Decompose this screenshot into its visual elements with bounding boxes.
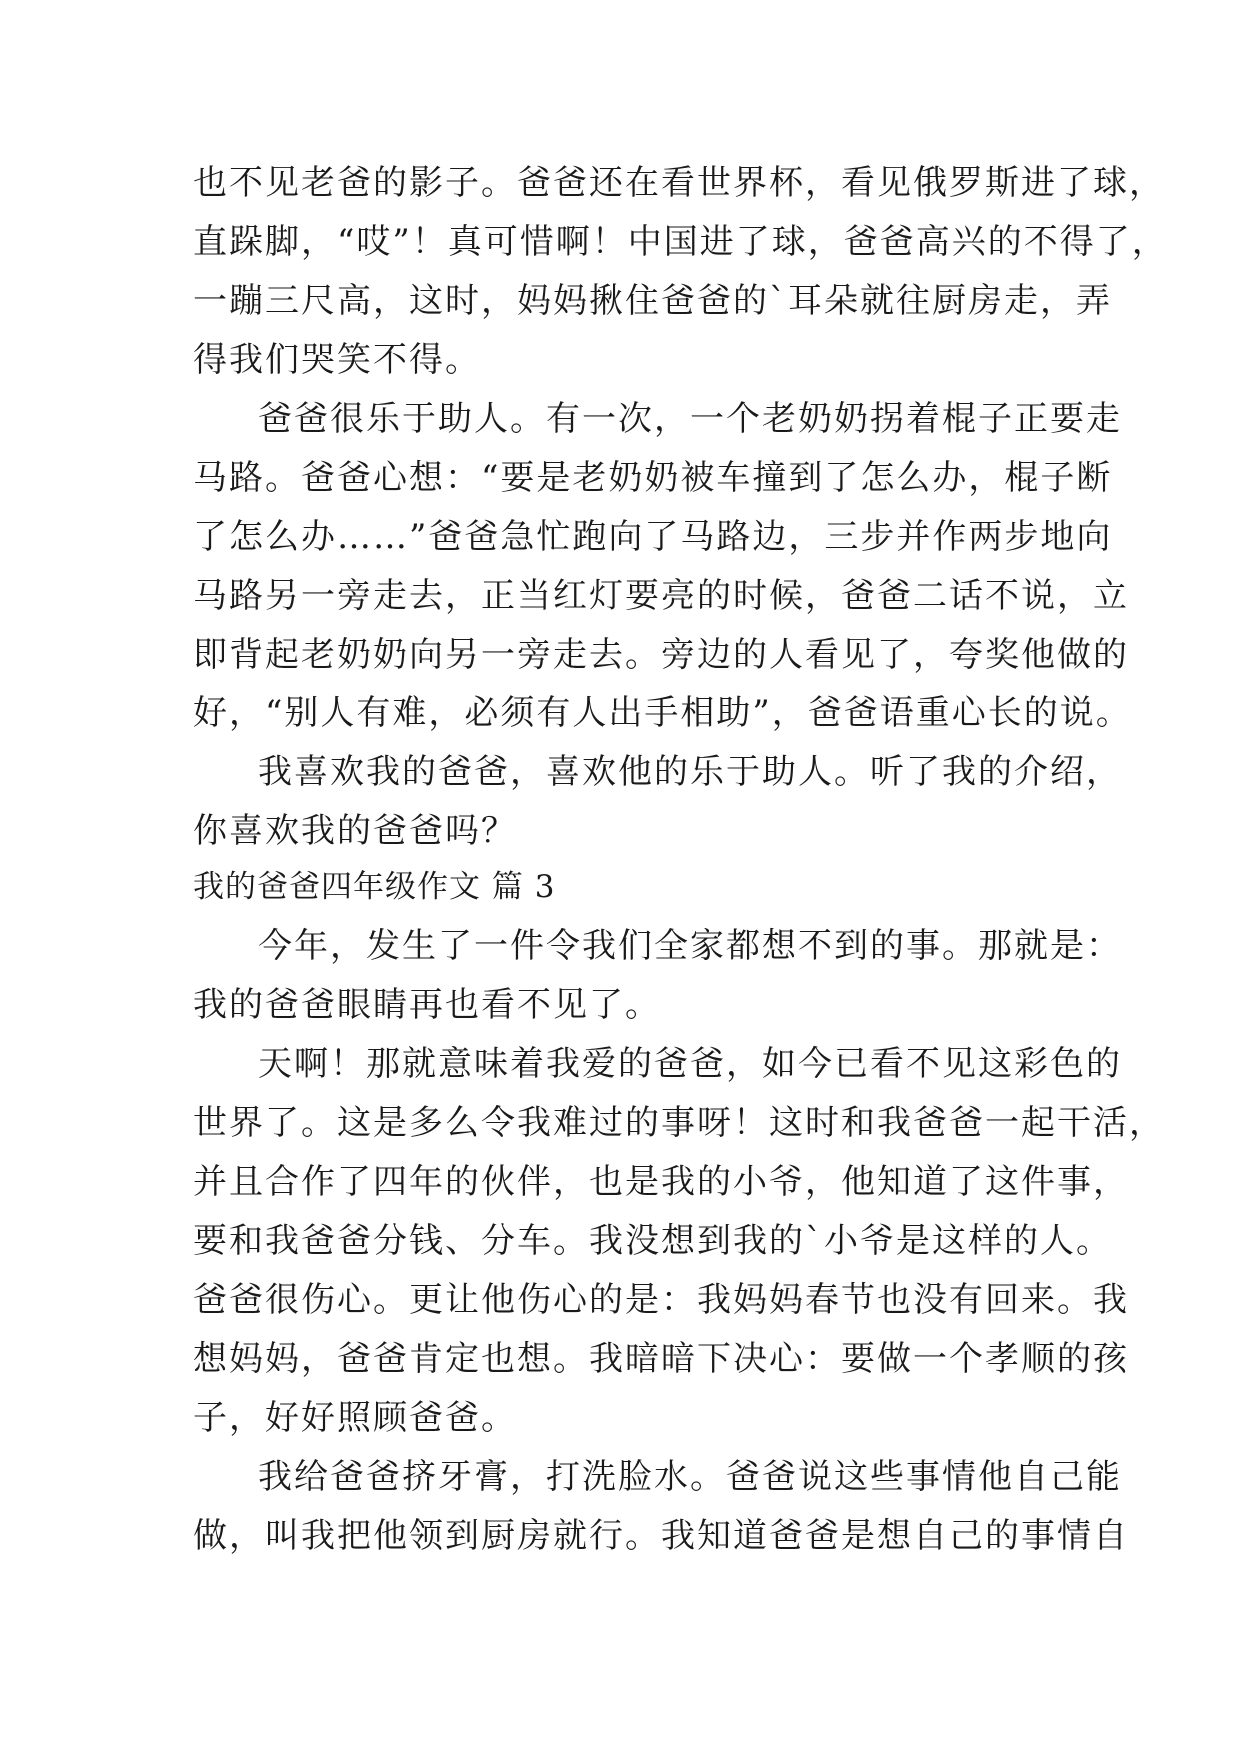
text-line: 了怎么办……”爸爸急忙跑向了马路边，三步并作两步地向 bbox=[193, 517, 1113, 557]
text-line: 得我们哭笑不得。 bbox=[193, 340, 481, 380]
text-line: 爸爸很伤心。更让他伤心的是：我妈妈春节也没有回来。我 bbox=[193, 1280, 1129, 1320]
text-line: 你喜欢我的爸爸吗？ bbox=[193, 811, 517, 851]
text-line: 一蹦三尺高，这时，妈妈揪住爸爸的`耳朵就往厨房走，弄 bbox=[193, 281, 1112, 321]
text-line: 直跺脚，“哎”！真可惜啊！中国进了球，爸爸高兴的不得了， bbox=[193, 222, 1168, 262]
text-line: 要和我爸爸分钱、分车。我没想到我的`小爷是这样的人。 bbox=[193, 1221, 1112, 1261]
text-line: 做，叫我把他领到厨房就行。我知道爸爸是想自己的事情自 bbox=[193, 1516, 1129, 1556]
text-line: 我的爸爸眼睛再也看不见了。 bbox=[193, 985, 661, 1025]
text-line: 即背起老奶奶向另一旁走去。旁边的人看见了，夸奖他做的 bbox=[193, 635, 1129, 675]
text-line: 并且合作了四年的伙伴，也是我的小爷，他知道了这件事， bbox=[193, 1162, 1129, 1202]
text-line: 世界了。这是多么令我难过的事呀！这时和我爸爸一起干活， bbox=[193, 1103, 1165, 1143]
paragraph-start-line: 我喜欢我的爸爸，喜欢他的乐于助人。听了我的介绍， bbox=[258, 752, 1122, 792]
paragraph-start-line: 我给爸爸挤牙膏，打洗脸水。爸爸说这些事情他自己能 bbox=[258, 1457, 1122, 1497]
section-heading: 我的爸爸四年级作文 篇 3 bbox=[193, 869, 556, 905]
text-line: 也不见老爸的影子。爸爸还在看世界杯，看见俄罗斯进了球， bbox=[193, 163, 1165, 203]
paragraph-start-line: 今年，发生了一件令我们全家都想不到的事。那就是： bbox=[258, 926, 1122, 966]
paragraph-start-line: 天啊！那就意味着我爱的爸爸，如今已看不见这彩色的 bbox=[258, 1044, 1122, 1084]
text-line: 想妈妈，爸爸肯定也想。我暗暗下决心：要做一个孝顺的孩 bbox=[193, 1339, 1129, 1379]
text-line: 马路另一旁走去，正当红灯要亮的时候，爸爸二话不说，立 bbox=[193, 576, 1129, 616]
text-line: 好，“别人有难，必须有人出手相助”，爸爸语重心长的说。 bbox=[193, 693, 1132, 733]
text-line: 子，好好照顾爸爸。 bbox=[193, 1398, 517, 1438]
text-line: 马路。爸爸心想：“要是老奶奶被车撞到了怎么办，棍子断 bbox=[193, 458, 1113, 498]
paragraph-start-line: 爸爸很乐于助人。有一次，一个老奶奶拐着棍子正要走 bbox=[258, 399, 1122, 439]
